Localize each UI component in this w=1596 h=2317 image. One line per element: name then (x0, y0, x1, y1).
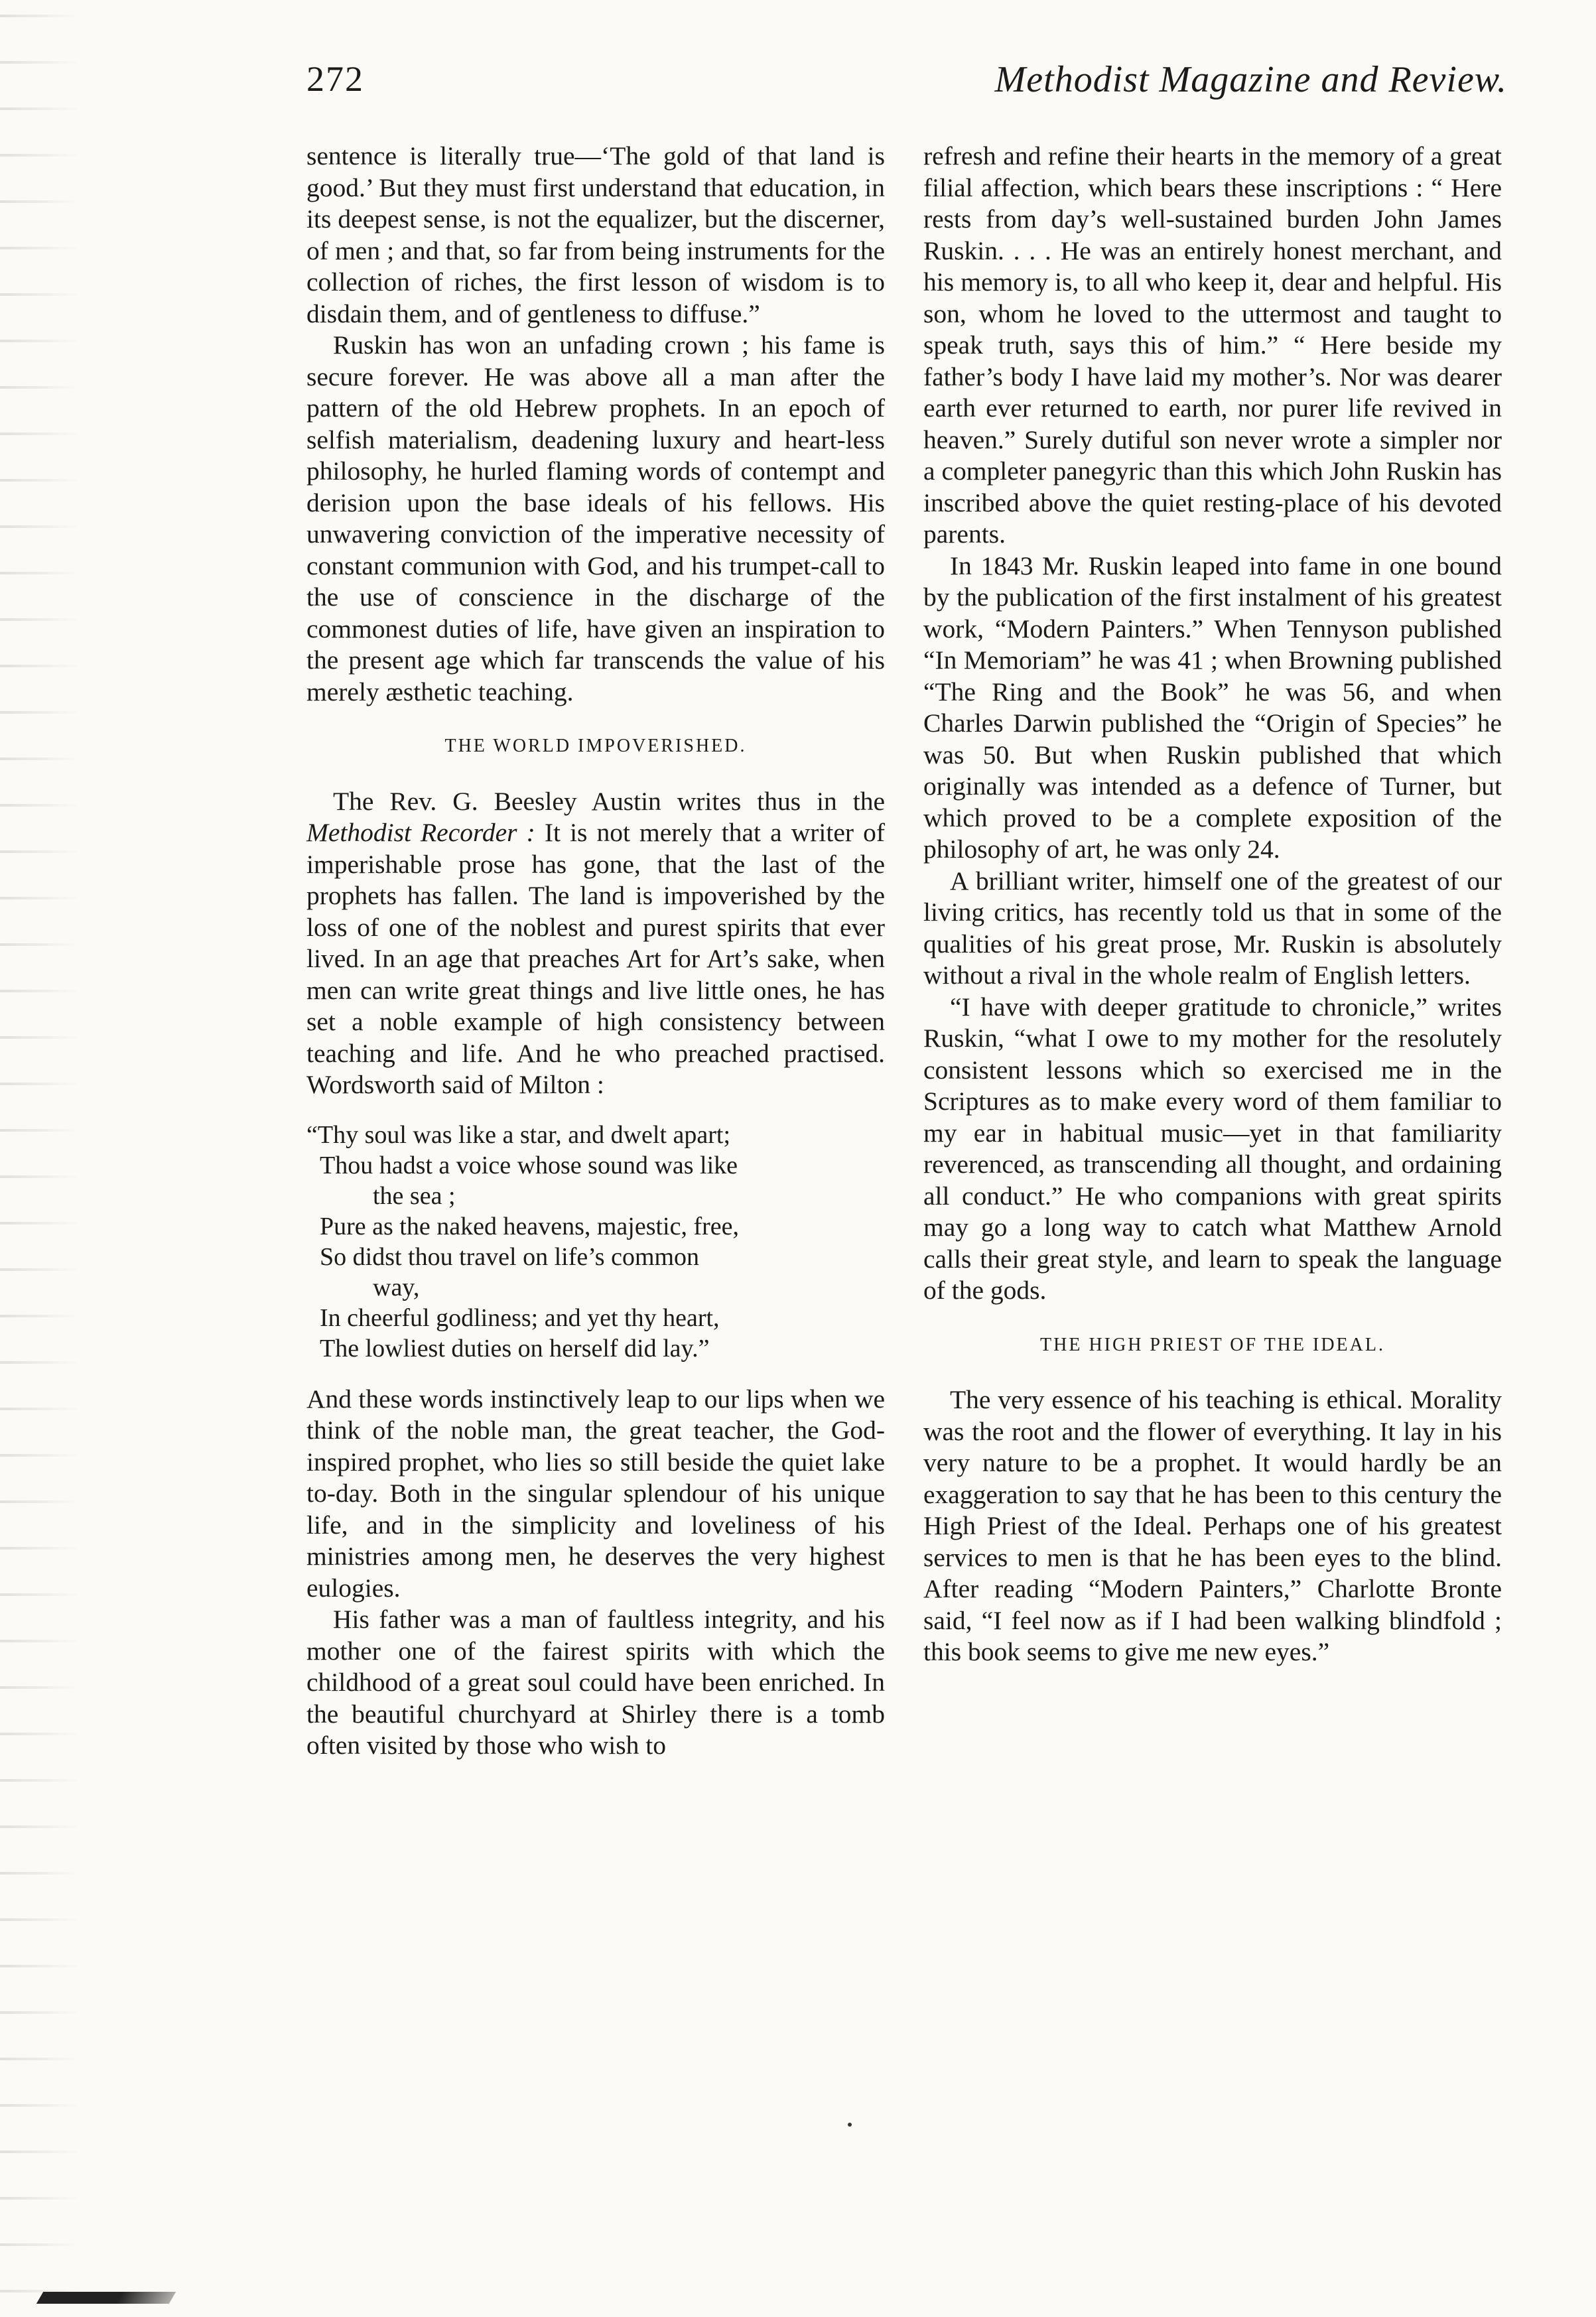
poem-line: In cheerful godliness; and yet thy heart, (320, 1303, 720, 1332)
poem-line: the sea ; (373, 1181, 456, 1210)
paragraph: And these words instinctively leap to our lips when we think of the noble man, the great teacher, the God-inspired prophet, who lies so still beside the quiet lake to-day. Both in the singular splendour of his unique life, and in the simplicity and loveliness of his ministries among men, he deserves the very highest eulogies. (306, 1384, 885, 1603)
page-number: 272 (306, 59, 364, 99)
running-title: Methodist Magazine and Review. (994, 59, 1507, 100)
binding-mark (36, 2292, 176, 2304)
paragraph (306, 786, 885, 1101)
left-column (306, 141, 885, 1762)
page-header (306, 58, 1507, 122)
poem-line: way, (373, 1273, 420, 1301)
section-heading: THE HIGH PRIEST OF THE IDEAL. (1040, 1334, 1385, 1355)
paragraph-text: It is not merely that a writer of imperishable prose has gone, that the last of the prophets has fallen. The land is impoverished by the loss of one of the noblest and purest spirits that ever lived. In an age that preaches Art for Art’s sake, when men can write great things and live little ones, he has set a noble example of high consistency between teaching and life. And he who preached practised. Wordsworth said of Milton : (306, 818, 885, 1099)
paragraph: The very essence of his teaching is ethical. Morality was the root and the flower of everything. It lay in his very nature to be a prophet. It would hardly be an exaggeration to say that he has been to this century the High Priest of the Ideal. Perhaps one of his greatest services to men is that he has been eyes to the blind. After reading “Modern Painters,” Charlotte Bronte said, “I feel now as if I had been walking blindfold ; this book seems to give me new eyes.” (923, 1385, 1502, 1666)
paragraph: His father was a man of faultless integrity, and his mother one of the fairest spirits with which the childhood of a great soul could have been enriched. In the beautiful churchyard at Shirley there is a tomb often visited by those who wish to (306, 1605, 885, 1760)
section-heading: THE WORLD IMPOVERISHED. (444, 736, 747, 756)
poem-line: So didst thou travel on life’s common (320, 1242, 700, 1271)
poem-line: The lowliest duties on herself did lay.” (320, 1334, 710, 1362)
paragraph: Ruskin has won an unfading crown ; his fame is secure forever. He was above all a man after the pattern of the old Hebrew prophets. In an epoch of selfish materialism, deadening luxury and heart-less philosophy, he hurled flaming words of contempt and derision upon the base ideals of his fellows. His unwavering conviction of the imperative necessity of constant communion with God, and his trumpet-call to the use of conscience in the discharge of the commonest duties of life, have given an inspiration to the present age which far transcends the value of his merely æsthetic teaching. (306, 330, 885, 706)
paragraph: A brilliant writer, himself one of the greatest of our living critics, has recently told us that in some of the qualities of his great prose, Mr. Ruskin is absolutely without a rival in the whole realm of English letters. (923, 866, 1502, 990)
poem-line: Pure as the naked heavens, majestic, free, (320, 1212, 740, 1240)
poem-quote (306, 1120, 885, 1364)
paragraph: refresh and refine their hearts in the memory of a great filial affection, which bears these inscriptions : “ Here rests from day’s well-sustained burden John James Ruskin. . . . He was an entirely honest merchant, and his memory is, to all who keep it, dear and helpful. His son, whom he loved to the uttermost and taught to speak truth, says this of him.” “ Here beside my father’s body I have laid my mother’s. Nor was dearer earth ever returned to earth, nor purer life revived in heaven.” Surely dutiful son never wrote a simpler nor a completer panegyric than this which John Ruskin has inscribed above the quiet resting-place of his devoted parents. (923, 141, 1502, 549)
paragraph: In 1843 Mr. Ruskin leaped into fame in one bound by the publication of the first instalment of his greatest work, “Modern Painters.” When Tennyson published “In Memoriam” he was 41 ; when Browning published “The Ring and the Book” he was 56, and when Charles Darwin published the “Origin of Species” he was 50. But when Ruskin published that which originally was intended as a defence of Turner, but which proved to be a complete exposition of the philosophy of art, he was only 24. (923, 551, 1502, 864)
binding-gutter (0, 0, 80, 2317)
paragraph: “I have with deeper gratitude to chronicle,” writes Ruskin, “what I owe to my mother for the resolutely consistent lessons which so exercised me in the Scriptures as to make every word of them familiar to my ear in habitual music—yet in that familiarity reverenced, as transcending all thought, and ordaining all conduct.” He who companions with great spirits may go a long way to catch what Matthew Arnold calls their great style, and learn to speak the language of the gods. (923, 992, 1502, 1305)
publication-title: Methodist Recorder : (306, 818, 535, 847)
poem-line: Thou hadst a voice whose sound was like (320, 1151, 738, 1179)
poem-line: “Thy soul was like a star, and dwelt apart; (306, 1120, 731, 1149)
paragraph-text: The Rev. G. Beesley Austin writes thus in the (333, 786, 885, 816)
paragraph: sentence is literally true—‘The gold of that land is good.’ But they must first understand that education, in its deepest sense, is not the equalizer, but the discerner, of men ; and that, so far from being instruments for the collection of riches, the first lesson of wisdom is to disdain them, and of gentleness to diffuse.” (306, 141, 885, 328)
print-speck (848, 2123, 852, 2127)
right-column (923, 141, 1502, 1668)
